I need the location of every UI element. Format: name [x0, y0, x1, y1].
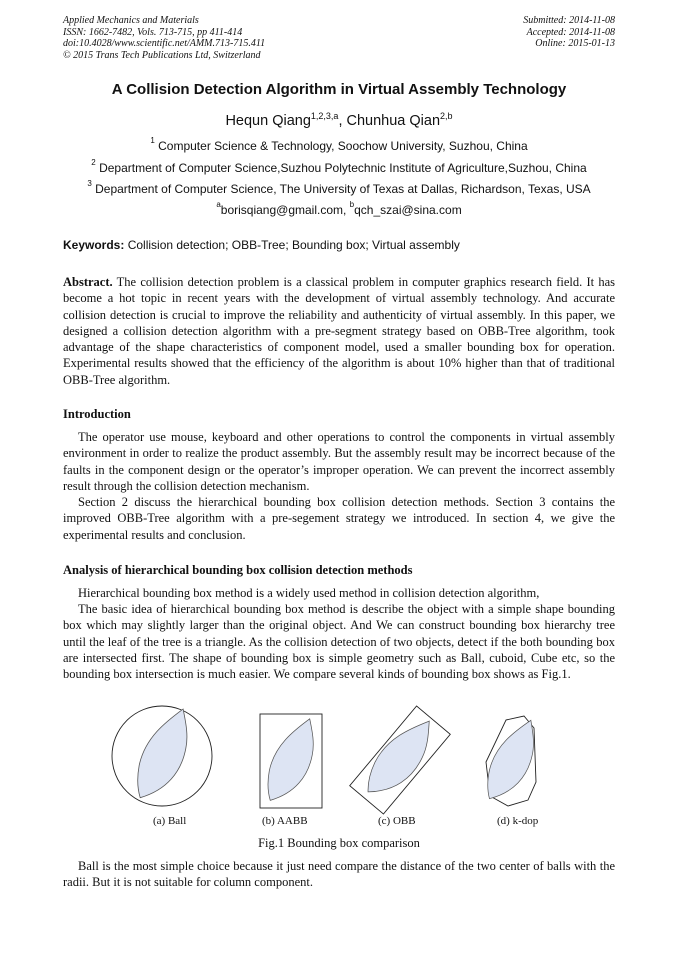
email-text: borisqiang@gmail.com,: [220, 203, 350, 217]
email-superscript: b: [349, 200, 355, 209]
subcaption-obb: (c) OBB: [378, 815, 416, 827]
copyright-line: © 2015 Trans Tech Publications Ltd, Switzerland: [63, 49, 261, 61]
bounding-box-figure: [110, 698, 566, 816]
author-name: Chunhua Qian: [346, 113, 441, 129]
leaf-shape: [358, 709, 442, 807]
paper-title: A Collision Detection Algorithm in Virtual Assembly Technology: [111, 81, 567, 98]
keywords: [63, 238, 460, 252]
journal-name: Applied Mechanics and Materials: [63, 15, 199, 26]
email-text: qch_szai@sina.com: [354, 203, 462, 217]
author-line: [0, 113, 678, 129]
aabb-diagram: [259, 712, 324, 809]
subcaption-kdop: (d) k-dop: [497, 815, 539, 827]
section-heading: Introduction: [63, 407, 131, 421]
obb-diagram: [350, 706, 451, 814]
affiliation-number: 3: [87, 179, 92, 188]
issn-line: ISSN: 1662-7482, Vols. 713-715, pp 411-414: [63, 26, 243, 38]
ball-diagram: [112, 701, 212, 807]
journal-header-left: [63, 15, 265, 61]
affiliation-text: Department of Computer Science,Suzhou Polytechnic Institute of Agriculture,Suzhou, China: [99, 161, 587, 175]
accepted-date: Accepted: 2014-11-08: [526, 26, 615, 38]
paragraph: The operator use mouse, keyboard and other operations to control the components in virtual assembly environment in order to realize the product assembly. But the assembly result may be incorrect because of the faults in the component design or the operator’s improper operation. We can prevent the incorrect assembly result through the collision detection mechanism.: [63, 430, 615, 493]
author-name: Hequn Qiang: [225, 113, 311, 129]
keywords-text: Collision detection; OBB-Tree; Bounding box; Virtual assembly: [124, 238, 460, 252]
affiliation: [0, 136, 678, 153]
paragraph: Section 2 discuss the hierarchical bounding box collision detection methods. Section 3 contains the improved OBB-Tree algorithm with a pre-segement strategy we introduced. In section 4, we give the experimental results and conclusion.: [63, 495, 615, 542]
subcaption-aabb: (b) AABB: [262, 815, 308, 827]
affiliation: [0, 179, 678, 196]
journal-header-right: [523, 15, 615, 50]
leaf-shape: [259, 712, 324, 809]
paragraph: The basic idea of hierarchical bounding box method is describe the object with a simple shape bounding box which may slightly larger than the original object. And We can construct bounding box hierarchy tree until the leaf of the tree is a triangle. As the collision detection of two objects, detect if the both bounding box are intersected first. The shape of bounding box is simple geometry such as Ball, cuboid, Cube etc, so the bounding box intersection is much easier. We compare several kinds of bounding box shows as Fig.1.: [63, 602, 615, 682]
affiliation-number: 1: [150, 136, 155, 145]
affiliation-text: Computer Science & Technology, Soochow University, Suzhou, China: [158, 139, 528, 153]
email-line: [0, 200, 678, 217]
paragraph: Hierarchical bounding box method is a widely used method in collision detection algorithm,: [78, 586, 540, 600]
abstract-label: Abstract.: [63, 275, 113, 289]
leaf-shape: [128, 701, 199, 807]
kdop-diagram: [479, 713, 545, 808]
affiliation-number: 2: [91, 158, 96, 167]
affiliation-text: Department of Computer Science, The University of Texas at Dallas, Richardson, Texas, USA: [95, 182, 591, 196]
affiliation: [0, 158, 678, 175]
figure-caption: Fig.1 Bounding box comparison: [258, 836, 420, 850]
online-date: Online: 2015-01-13: [535, 38, 615, 49]
author-superscript: 2,b: [440, 111, 453, 121]
submitted-date: Submitted: 2014-11-08: [523, 15, 615, 26]
subcaption-ball: (a) Ball: [153, 815, 187, 827]
author-separator: ,: [338, 113, 347, 129]
doi-line: doi:10.4028/www.scientific.net/AMM.713-715.411: [63, 38, 266, 49]
paragraph: Ball is the most simple choice because it just need compare the distance of the two center of balls with the radii. But it is not suitable for column component.: [63, 859, 615, 890]
email-superscript: a: [216, 200, 221, 209]
section-heading: Analysis of hierarchical bounding box collision detection methods: [63, 563, 413, 577]
abstract-text: The collision detection problem is a classical problem in computer graphics research field. It has become a hot topic in recent years with the development of virtual assembly technology. And accurate collision detection is crucial to improve the reliability and authenticity of virtual assembly. In this paper, we designed a collision detection algorithm with a pre-segment strategy based on OBB-Tree algorithm, took advantage of the shape characteristics of component model, used a smaller bounding box for operation. Experimental results showed that the efficiency of the algorithm is about 10% higher than that of traditional OBB-Tree algorithm.: [63, 275, 615, 387]
author-superscript: 1,2,3,a: [310, 111, 339, 121]
keywords-label: Keywords:: [63, 238, 125, 252]
abstract: [63, 274, 615, 388]
